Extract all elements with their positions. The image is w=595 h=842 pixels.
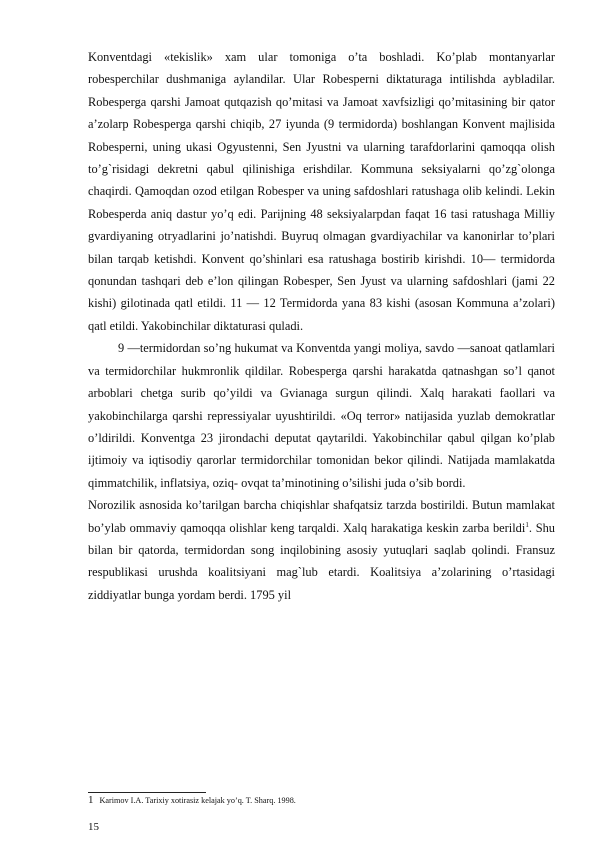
paragraph-2: 9 —termidordan so’ng hukumat va Konventda yangi moliya, savdo —sanoat qatlamlari va termidorchilar hukmronlik qildilar. Robesperga qarshi harakatda qatnashgan so’l qanot arboblari chetga surib qo’yildi va Gvianaga surgun qilindi. Xalq harakati faollari va yakobinchilarga qarshi repressiyalar uyushtirildi. «Oq terror» natijasida yuzlab demokratlar o’ldirildi. Konventga 23 jirondachi deputat qaytarildi. Yakobinchilar qabul qilgan ko’plab ijtimoiy va iqtisodiy qarorlar termidorchilar tomonidan bekor qilindi. Natijada mamlakatda qimmatchilik, inflatsiya, oziq- ovqat ta’minotining o’silishi juda o’sib bordi. — [88, 341, 555, 490]
footnote-mark: 1 — [88, 794, 94, 806]
footnote-divider — [88, 792, 206, 793]
footnote-reference[interactable]: 1 — [525, 520, 529, 529]
paragraph-3-text-before: Norozilik asnosida ko’tarilgan barcha chiqishlar shafqatsiz tarzda bostirildi. Butun mamlakat bo’ylab ommaviy qamoqqa olishlar keng tarqaldi. Xalq harakatiga keskin zarba berildi — [88, 498, 555, 535]
page-number: 15 — [88, 821, 99, 833]
paragraph-3 — [88, 494, 555, 606]
footnote — [88, 794, 555, 807]
body-text — [88, 46, 555, 606]
footnote-text: Karimov I.A. Tarixiy xotirasiz kelajak yo’q. T. Sharq. 1998. — [99, 796, 296, 805]
paragraph-1: Konventdagi «tekislik» xam ular tomoniga o’ta boshladi. Ko’plab montanyarlar robesperchilar dushmaniga aylandilar. Ular Robesperni diktaturaga intilishda aybladilar. Robesperga qarshi Jamoat qutqazish qo’mitasi va Jamoat xavfsizligi qo’mitasining bir qator a’zolarp Robesperga qarshi chiqib, 27 iyunda (9 termidorda) boshlangan Konvent majlisida Robesperni, uning ukasi Ogyustenni, Sen Jyustni va ularning tarafdorlarini qamoqqa olish to’g`risidagi dekretni qabul qilinishiga erishdilar. Kommuna seksiyalarni qo’zg`olonga chaqirdi. Qamoqdan ozod etilgan Robesper va uning safdoshlari ratushaga olib kelindi. Lekin Robesperda aniq dastur yo’q edi. Parijning 48 seksiyalarpdan faqat 16 tasi ratushaga Milliy gvardiyaning otryadlarini jo’natishdi. Buyruq olmagan gvardiyachilar va kanonirlar to’plari bilan tarqab ketishdi. Konvent qo’shinlari esa ratushaga bostirib kirishdi. 10— termidorda qonundan tashqari deb e’lon qilingan Robesper, Sen Jyust va ularning safdoshlari (jami 22 kishi) gilotinada qatl etildi. 11 — 12 Termidorda yana 83 kishi (asosan Kommuna a’zolari) qatl etildi. Yakobinchilar diktaturasi quladi. — [88, 50, 555, 333]
paragraph-3-text-after: . Shu bilan bir qatorda, termidordan song inqilobining asosiy yutuqlari saqlab qolindi. Fransuz respublikasi urushda koalitsiyani mag`lub etardi. Koalitsiya a’zolarining o’rtasidagi ziddiyatlar bunga yordam berdi. 1795 yil — [88, 520, 555, 602]
